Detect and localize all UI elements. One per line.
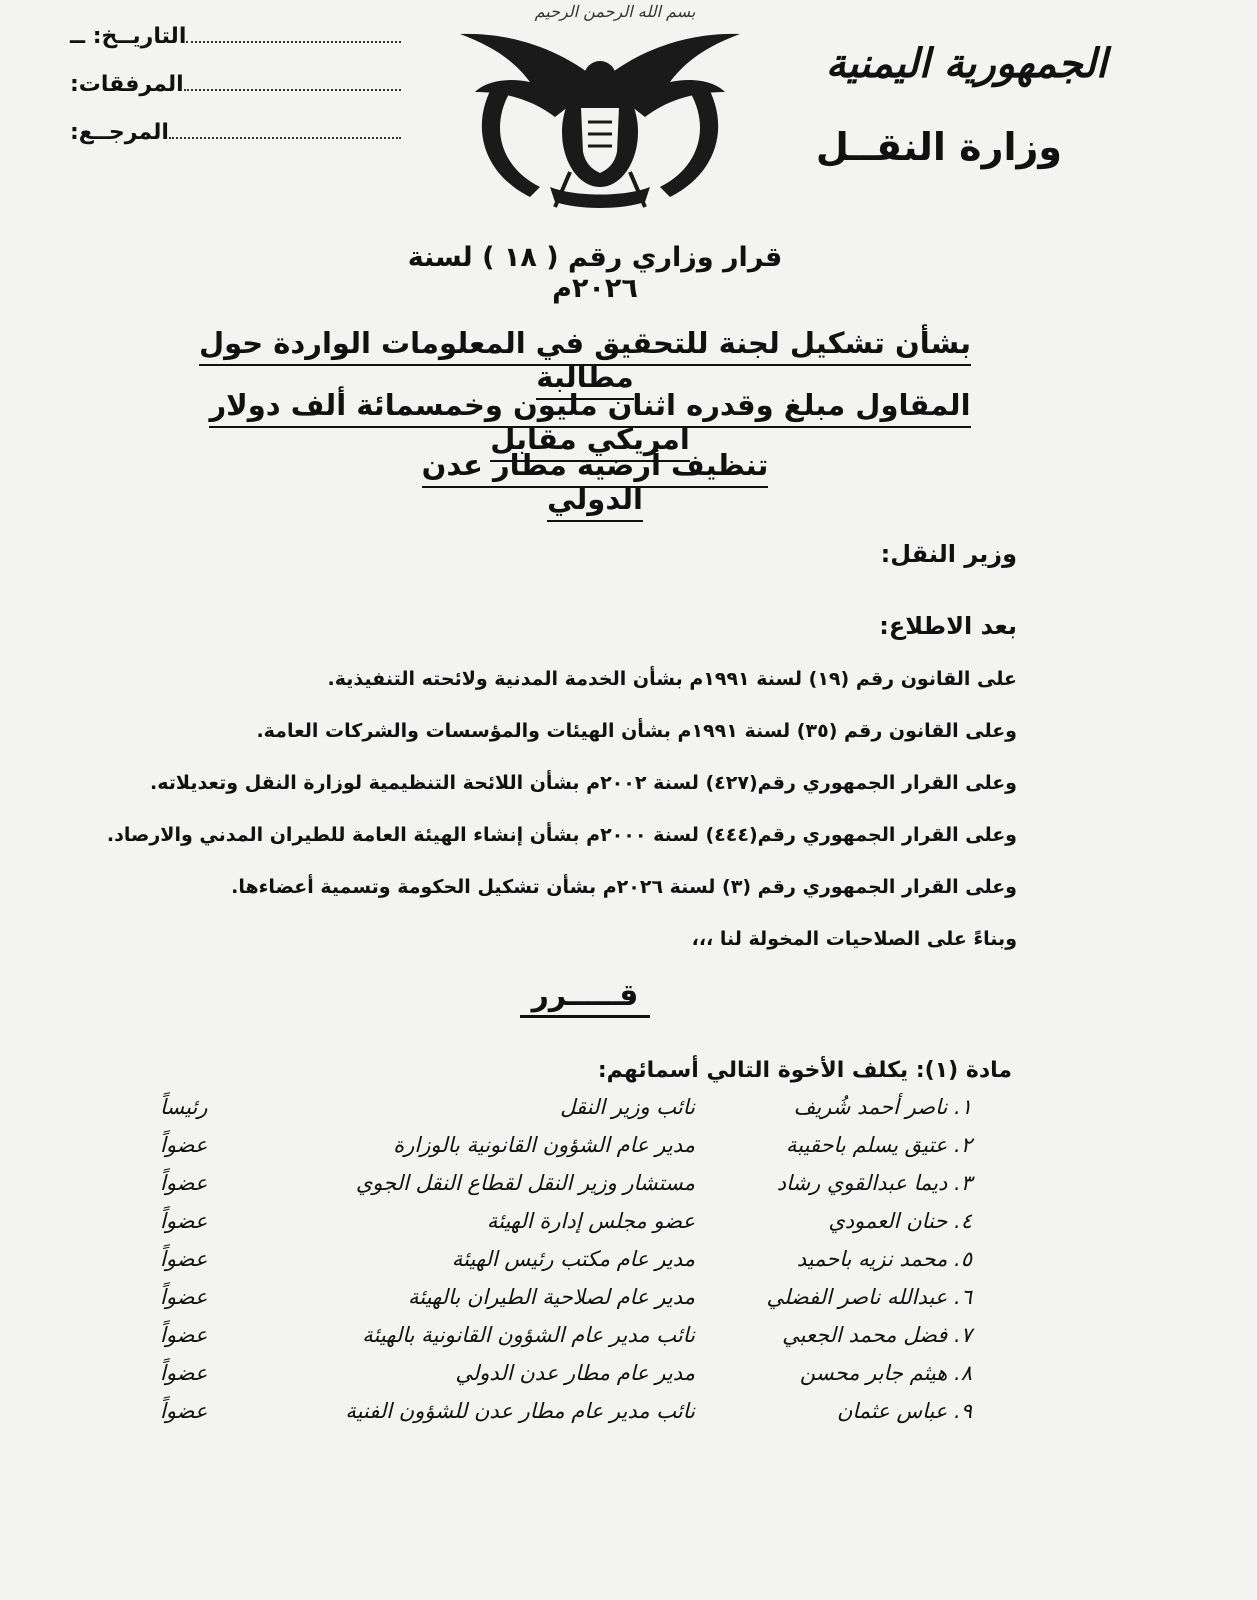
list-item bbox=[0, 1171, 1257, 1207]
member-name: ٢. عتيق يسلم باحقيبة bbox=[785, 1133, 972, 1157]
attachments-field bbox=[70, 72, 405, 97]
ministry-name: وزارة النقــل bbox=[815, 125, 1062, 169]
after-review-heading: بعد الاطلاع: bbox=[879, 612, 1017, 640]
eagle-emblem-icon bbox=[455, 22, 745, 212]
member-role: عضواً bbox=[160, 1361, 208, 1385]
member-role: عضواً bbox=[160, 1323, 208, 1347]
member-name: ١. ناصر أحمد شُريف bbox=[793, 1095, 972, 1119]
decided-heading: قـــــرر bbox=[505, 978, 665, 1013]
member-name: ٥. محمد نزيه باحميد bbox=[796, 1247, 972, 1271]
member-role: عضواً bbox=[160, 1171, 208, 1195]
subject-line-3: تنظيف أرضية مطار عدن الدولي bbox=[395, 448, 795, 516]
member-position: مدير عام لصلاحية الطيران بالهيئة bbox=[408, 1285, 695, 1309]
list-item bbox=[0, 1247, 1257, 1283]
subject-line-2: المقاول مبلغ وقدره اثنان مليون وخمسمائة ألف دولار امريكي مقابل bbox=[170, 388, 1010, 456]
clause-5: وعلى القرار الجمهوري رقم (٣) لسنة ٢٠٢٦م بشأن تشكيل الحكومة وتسمية أعضاءها. bbox=[231, 876, 1017, 898]
member-position: نائب مدير عام مطار عدن للشؤون الفنية bbox=[345, 1399, 695, 1423]
article-1: مادة (١): يكلف الأخوة التالي أسمائهم: bbox=[597, 1058, 1012, 1083]
member-position: مستشار وزير النقل لقطاع النقل الجوي bbox=[355, 1171, 695, 1195]
member-name: ٨. هيثم جابر محسن bbox=[799, 1361, 972, 1385]
list-item bbox=[0, 1209, 1257, 1245]
reference-label: المرجــع: bbox=[70, 120, 169, 145]
date-label: التاريــخ: ــ bbox=[70, 24, 187, 49]
member-position: مدير عام مطار عدن الدولي bbox=[455, 1361, 695, 1385]
member-position: مدير عام مكتب رئيس الهيئة bbox=[451, 1247, 695, 1271]
reference-dots bbox=[169, 137, 401, 139]
list-item bbox=[0, 1285, 1257, 1321]
republic-name: الجمهورية اليمنية bbox=[825, 40, 1107, 87]
member-position: نائب مدير عام الشؤون القانونية بالهيئة bbox=[362, 1323, 695, 1347]
reference-field bbox=[70, 120, 405, 145]
minister-heading: وزير النقل: bbox=[880, 540, 1017, 568]
member-name: ٤. حنان العمودي bbox=[828, 1209, 972, 1233]
list-item bbox=[0, 1095, 1257, 1131]
basmala: بسم الله الرحمن الرحيم bbox=[534, 2, 696, 21]
member-role: عضواً bbox=[160, 1133, 208, 1157]
member-position: مدير عام الشؤون القانونية بالوزارة bbox=[393, 1133, 695, 1157]
list-item bbox=[0, 1361, 1257, 1397]
member-role: رئيساً bbox=[160, 1095, 208, 1119]
subject-line-1: بشأن تشكيل لجنة للتحقيق في المعلومات الواردة حول مطالبة bbox=[195, 326, 975, 394]
clause-2: وعلى القانون رقم (٣٥) لسنة ١٩٩١م بشأن الهيئات والمؤسسات والشركات العامة. bbox=[256, 720, 1017, 742]
list-item bbox=[0, 1323, 1257, 1359]
clause-6: وبناءً على الصلاحيات المخولة لنا ،،، bbox=[691, 928, 1017, 950]
member-role: عضواً bbox=[160, 1285, 208, 1309]
member-position: عضو مجلس إدارة الهيئة bbox=[486, 1209, 695, 1233]
member-role: عضواً bbox=[160, 1209, 208, 1233]
date-dots bbox=[186, 41, 401, 43]
attachments-dots bbox=[184, 89, 401, 91]
member-name: ٦. عبدالله ناصر الفضلي bbox=[766, 1285, 972, 1309]
member-role: عضواً bbox=[160, 1399, 208, 1423]
list-item bbox=[0, 1399, 1257, 1435]
list-item bbox=[0, 1133, 1257, 1169]
member-role: عضواً bbox=[160, 1247, 208, 1271]
decree-title: قرار وزاري رقم ( ١٨ ) لسنة ٢٠٢٦م bbox=[407, 242, 783, 304]
attachments-label: المرفقات: bbox=[70, 72, 184, 97]
clause-3: وعلى القرار الجمهوري رقم(٤٢٧) لسنة ٢٠٠٢م بشأن اللائحة التنظيمية لوزارة النقل وتعديلاته. bbox=[150, 772, 1017, 794]
clause-1: على القانون رقم (١٩) لسنة ١٩٩١م بشأن الخدمة المدنية ولائحته التنفيذية. bbox=[327, 668, 1017, 690]
date-field bbox=[70, 24, 405, 49]
member-name: ٣. ديما عبدالقوي رشاد bbox=[776, 1171, 972, 1195]
member-position: نائب وزير النقل bbox=[560, 1095, 695, 1119]
member-name: ٩. عباس عثمان bbox=[836, 1399, 972, 1423]
clause-4: وعلى القرار الجمهوري رقم(٤٤٤) لسنة ٢٠٠٠م بشأن إنشاء الهيئة العامة للطيران المدني والارصاد. bbox=[106, 824, 1017, 846]
member-name: ٧. فضل محمد الجعبي bbox=[782, 1323, 972, 1347]
